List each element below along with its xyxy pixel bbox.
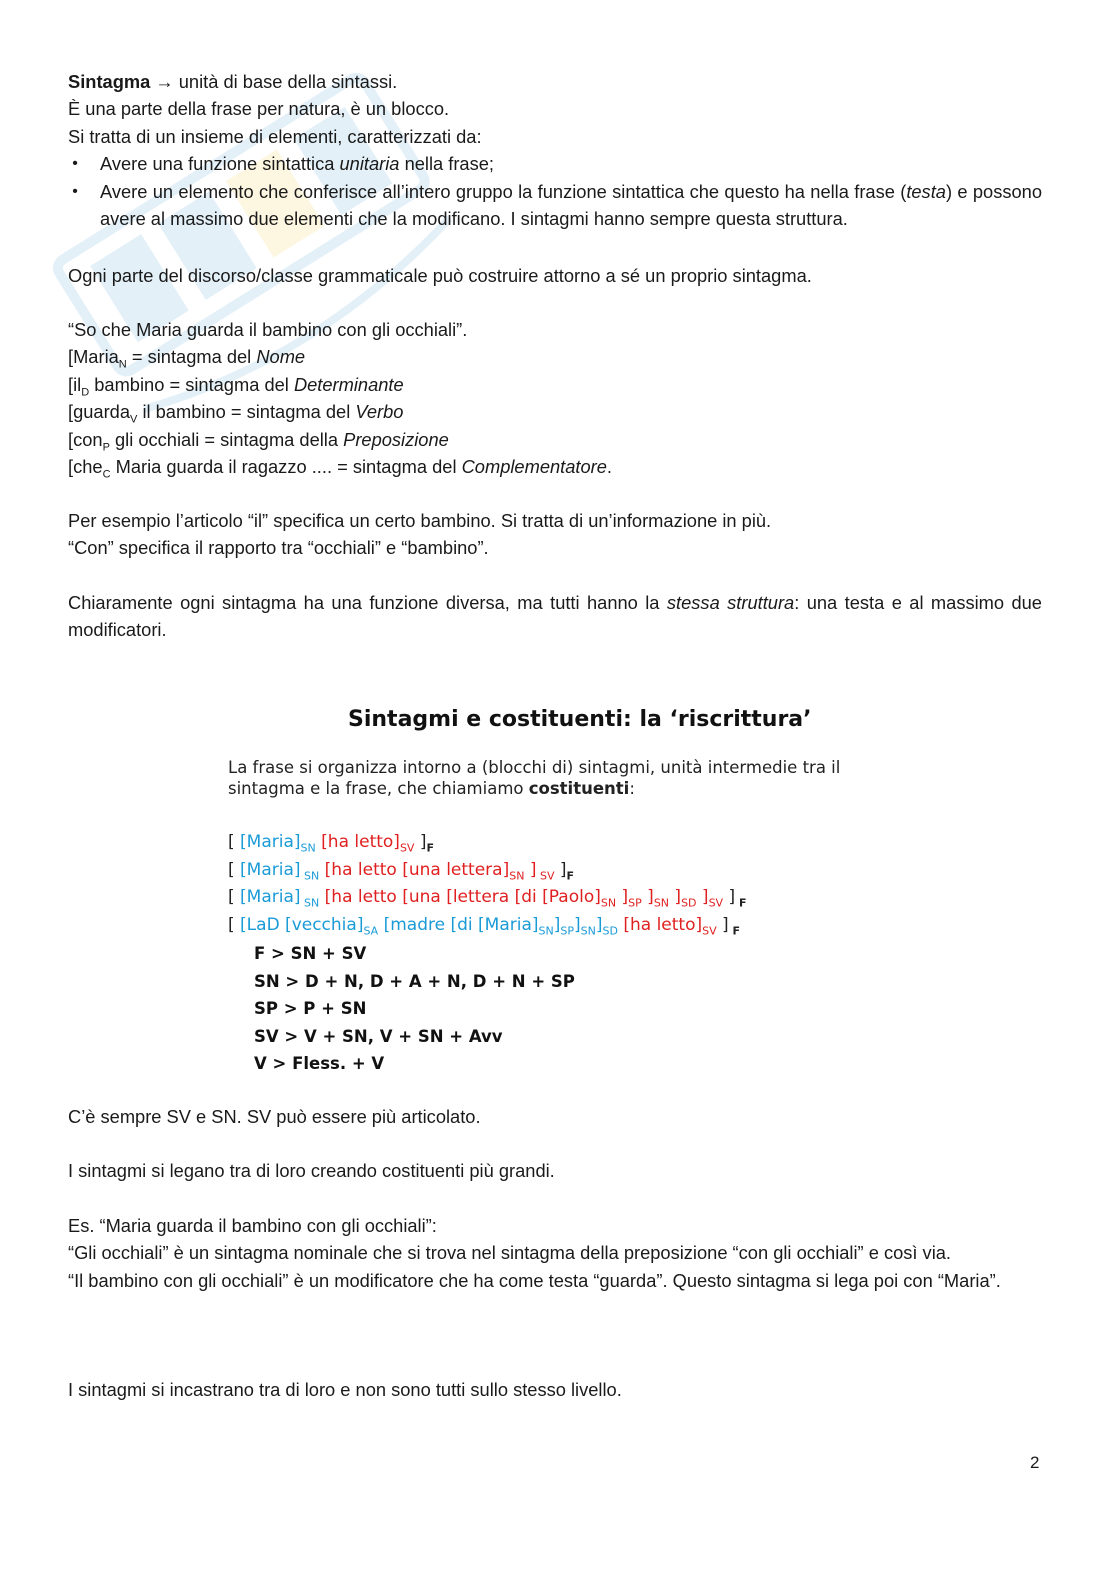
example-quote: “So che Maria guarda il bambino con gli occhiali”. bbox=[68, 319, 468, 340]
structure-paragraph: Chiaramente ogni sintagma ha una funzione diversa, ma tutti hanno la stessa struttura: una testa e al massimo due modificatori. bbox=[68, 592, 1042, 641]
rewrite-rules bbox=[254, 940, 575, 1078]
parts-paragraph: Ogni parte del discorso/classe grammaticale può costruire attorno a sé un proprio sintagma. bbox=[68, 265, 812, 286]
example-item-nome: [Maria$_N$ = sintagma del Nome bbox=[68, 346, 306, 372]
rule-item: SV > V + SN, V + SN + Avv bbox=[254, 1026, 503, 1046]
bullet-icon: • bbox=[72, 155, 78, 173]
list-item: • Avere un elemento che conferisce all’intero gruppo la funzione sintattica che questo ha nella frase (testa) e possono avere al massimo due elementi che la modificano. I sintagmi hanno sempre questa struttura. bbox=[68, 178, 1042, 233]
example-analysis: Es. “Maria guarda il bambino con gli occhiali”: “Gli occhiali” è un sintagma nominale che si trova nel sintagma della preposizione “con gli occhiali” e così via. “Il bambino con gli occhiali” è un modificatore che ha come testa “guarda”. Questo sintagma si lega poi con “Maria”. bbox=[68, 1215, 1001, 1291]
example-section bbox=[68, 316, 1042, 480]
example-item-complementatore: [che$_C$ Maria guarda il ragazzo .... = sintagma del Complementatore. bbox=[68, 456, 612, 481]
article-paragraph: Per esempio l’articolo “il” specifica un certo bambino. Si tratta di un’informazione in più. “Con” specifica il rapporto tra “occhiali” e “bambino”. bbox=[68, 510, 772, 559]
list-item: • Avere una funzione sintattica unitaria nella frase; bbox=[68, 150, 1042, 177]
bracket-line-3: [ [Maria] $_{SN}$ [ha letto [una [lettera [di $[Paolo]_{SN}$ ]$_{SP}$ ]$_{SN}$ ]$_{SD}$ ]$_{SV}$ ] $_F$ bbox=[228, 887, 747, 910]
bullet-icon: • bbox=[72, 182, 78, 200]
bracket-line-1: [ $[Maria]_{SN}$ [ha $letto]_{SV}$ ]$_F$ bbox=[228, 832, 435, 855]
example-item-verbo: [guarda$_V$ il bambino = sintagma del Verbo bbox=[68, 401, 404, 426]
term-sintagma: Sintagma bbox=[68, 71, 151, 92]
bracket-line-2: [ [Maria] $_{SN}$ [ha letto [una $lettera]_{SN}$ ] $_{SV}$ ]$_F$ bbox=[228, 859, 575, 882]
intro-section bbox=[68, 68, 1042, 232]
rule-item: SN > D + N, D + A + N, D + N + SP bbox=[254, 971, 575, 991]
example-item-preposizione: [con$_P$ gli occhiali = sintagma della Preposizione bbox=[68, 428, 449, 454]
slide-intro: La frase si organizza intorno a (blocchi di) sintagmi, unità intermedie tra il sintagma e la frase, che chiamiamo costituenti: bbox=[228, 758, 841, 798]
example-item-determinante: [$il_D$ bambino = sintagma del Determinante bbox=[68, 373, 404, 399]
rule-item: F > SN + SV bbox=[254, 944, 367, 963]
bracket-line-4: [ [LaD $[vecchia]_{SA}$ [madre [di $[Maria]_{SN}]_{SP}]_{SN}]_{SD}$ [ha $letto]_{SV}$ ] $_F$ bbox=[228, 914, 741, 937]
characteristics-list bbox=[68, 150, 1042, 232]
intro-definition: Sintagma → unità di base della sintassi. bbox=[68, 71, 398, 92]
arrow-icon: → bbox=[155, 71, 174, 92]
intro-line-3: Si tratta di un insieme di elementi, caratterizzati da: bbox=[68, 125, 482, 147]
page-number: 2 bbox=[1030, 1453, 1040, 1472]
bracket-examples bbox=[228, 829, 746, 939]
incastrano-paragraph: I sintagmi si incastrano tra di loro e non sono tutti sullo stesso livello. bbox=[68, 1379, 622, 1400]
legano-paragraph: I sintagmi si legano tra di loro creando costituenti più grandi. bbox=[68, 1160, 555, 1181]
rule-item: V > Fless. + V bbox=[254, 1054, 385, 1073]
sv-sn-paragraph: C’è sempre SV e SN. SV può essere più articolato. bbox=[68, 1106, 481, 1127]
slide-title: Sintagmi e costituenti: la ‘riscrittura’ bbox=[348, 707, 812, 732]
rule-item: SP > P + SN bbox=[254, 999, 367, 1018]
intro-line-2: È una parte della frase per natura, è un blocco. bbox=[68, 98, 450, 120]
